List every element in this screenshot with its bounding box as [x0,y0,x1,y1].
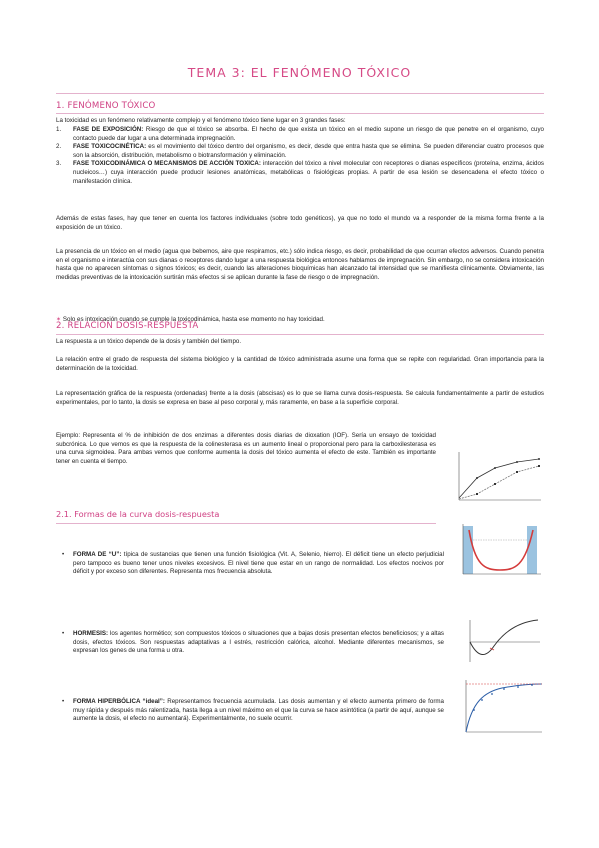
phase-number: 3. [56,160,62,168]
section-1-heading: 1. FENÓMENO TÓXICO [56,101,156,111]
title-divider [56,93,544,94]
section-2-1-divider [56,523,436,524]
bullet-dot: • [62,630,65,637]
phase-text: es el movimiento del tóxico dentro del organismo, es decir, desde que entra hasta que se elimina. Se pueden diferenciar cuatro procesos que son la absorción, distribución, metabolismo o biotransformación y eliminación. [73,143,544,159]
section-2-divider [56,334,544,335]
section-1-paragraph-factors: Además de estas fases, hay que tener en cuenta los factores individuales (sobre todo genéticos), ya que no todo el mundo va a responder de la misma forma frente a la exposición de un tóxico. [56,215,544,231]
section-2-paragraph-time: La respuesta a un tóxico depende de la dosis y también del tiempo. [56,338,242,345]
phase-label: FASE TOXICODINÁMICA O MECANISMOS DE ACCIÓN TOXICA: [73,160,261,168]
phase-text: Riesgo de que el tóxico se absorba. El hecho de que exista un tóxico en el medio supone un riesgo de que penetre en el organismo, cuyo contacto puede dar lugar a una determinada impregnación. [73,126,545,142]
curve-shape-hyperbolic [56,698,444,724]
curve-shape-u [56,551,444,577]
phases-list [56,126,544,186]
dose-response-example-figure [447,448,545,508]
bullet-label: HORMESIS: [73,630,109,637]
phase-number: 1. [56,126,62,133]
section-1-paragraph-presence: La presencia de un tóxico en el medio (agua que bebemos, aire que respiramos, etc.) sólo indica riesgo, es decir, probabilidad de que ocurran efectos adversos. Cuando penetra en el organismo e interactúa con sus dianas o receptores dando lugar a una respuesta biológica entonces hablamos de impregnación. Sin embargo, no se considera intoxicación hasta que no aparecen síntomas o signos tóxicos; es decir, cuando las alteraciones bioquímicas han alcanzado tal intensidad que se manifiesta clínicamente. Obviamente, las medidas preventivas de la intoxicación surtirán más efectos si se aplican durante la fase de riesgo o de impregnación. [56,248,544,281]
section-2-paragraph-curve: La representación gráfica de la respuesta (ordenadas) frente a la dosis (abscisas) es lo que se llama curva dosis-respuesta. Se calcula fundamentalmente a partir de estudios experimentales, por lo tanto, la dosis se expresa en base al peso corporal y, más raramente, en base a la superficie corporal. [56,390,544,406]
section-2-1-heading: 2.1. Formas de la curva dosis-respuesta [56,509,220,519]
section-2-paragraph-relation: La relación entre el grado de respuesta del sistema biológico y la cantidad de tóxico administrada asume una forma que se repite con regularidad. Gran importancia para la determinación de la toxicidad. [56,356,544,372]
section-2-heading: 2. RELACIÓN DOSIS-RESPUESTA [56,321,199,331]
phase-number: 2. [56,143,62,151]
bullet-label: FORMA DE “U”: [73,551,122,558]
phase-text: interacción del tóxico a nivel molecular con receptores o dianas específicos (proteína, enzima, ácidos nucleicos…) cuya interacción puede producir lesiones anatómicas, metabólicas o fisiológicas propias. A partir de esa lesión se desencadena el efecto tóxico o manifestación clínica. [73,160,544,185]
bullet-dot: • [62,551,65,558]
phase-item [56,126,544,143]
bullet-text: los agentes hormético; son compuestos tóxicos o situaciones que a bajas dosis presentan efectos beneficiosos; y a altas dosis, efectos tóxicos. Son respuestas adaptativas a l estrés, restricción calórica, alcohol. Mediante diferentes mecanismos, se expresan los genes de una forma u otra. [73,630,444,655]
phase-item [56,160,544,186]
bullet-text: típica de sustancias que tienen una función fisiológica (Vit. A, Selenio, hierro). El déficit tiene un efecto perjudicial pero tampoco es bueno tener unos niveles excesivos. El nivel tiene que estar en un rango de normalidad. Los efectos nocivos por déficit y por exceso son diferentes. Representa mos frecuencia absoluta. [73,551,444,576]
phase-item [56,143,544,160]
hyperbolic-curve-figure [458,676,546,740]
section-2-example: Ejemplo: Representa el % de inhibición de dos enzimas a diferentes dosis diarias de dioxation (IOF). Sería un ensayo de toxicidad subcrónica. Lo que vemos es que la respuesta de la colinesterasa es un aumento lineal o proporcional pero para la carboxilesterasa es una curva sigmoidea. Para ambas vemos que conforme aumenta la dosis del tóxico aumenta el efecto de este. También es importante tener en cuenta el tiempo. [56,432,436,465]
u-shape-curve-figure [455,520,545,600]
phase-label: FASE TOXICOCINÉTICA: [73,143,147,151]
page-title: TEMA 3: EL FENÓMENO TÓXICO [187,65,412,80]
hormesis-curve-figure [460,616,545,668]
bullet-label: FORMA HIPERBÓLICA “ideal”: [73,698,165,705]
section-1-intro: La toxicidad es un fenómeno relativamente complejo y el fenómeno tóxico tiene lugar en 3 grandes fases: [56,117,346,124]
note-text: Solo es intoxicación cuando se cumple la toxicodinámica, hasta ese momento no hay toxicidad. [62,316,325,323]
section-1-divider [56,113,544,114]
curve-shape-hormesis [56,630,444,656]
star-icon: ✶ [56,316,62,323]
phase-label: FASE DE EXPOSICIÓN: [73,126,144,133]
bullet-dot: • [62,698,65,705]
bullet-text: Representamos frecuencia acumulada. Las dosis aumentan y el efecto aumenta primero de forma muy rápida y después más ralentizada, hasta llega a un nivel máximo en el que la curva se hace asintótica (a partir de aquí, aunque se aumente la dosis, el efecto no aumentará). Experimentalmente, no suele ocurrir. [73,698,444,723]
